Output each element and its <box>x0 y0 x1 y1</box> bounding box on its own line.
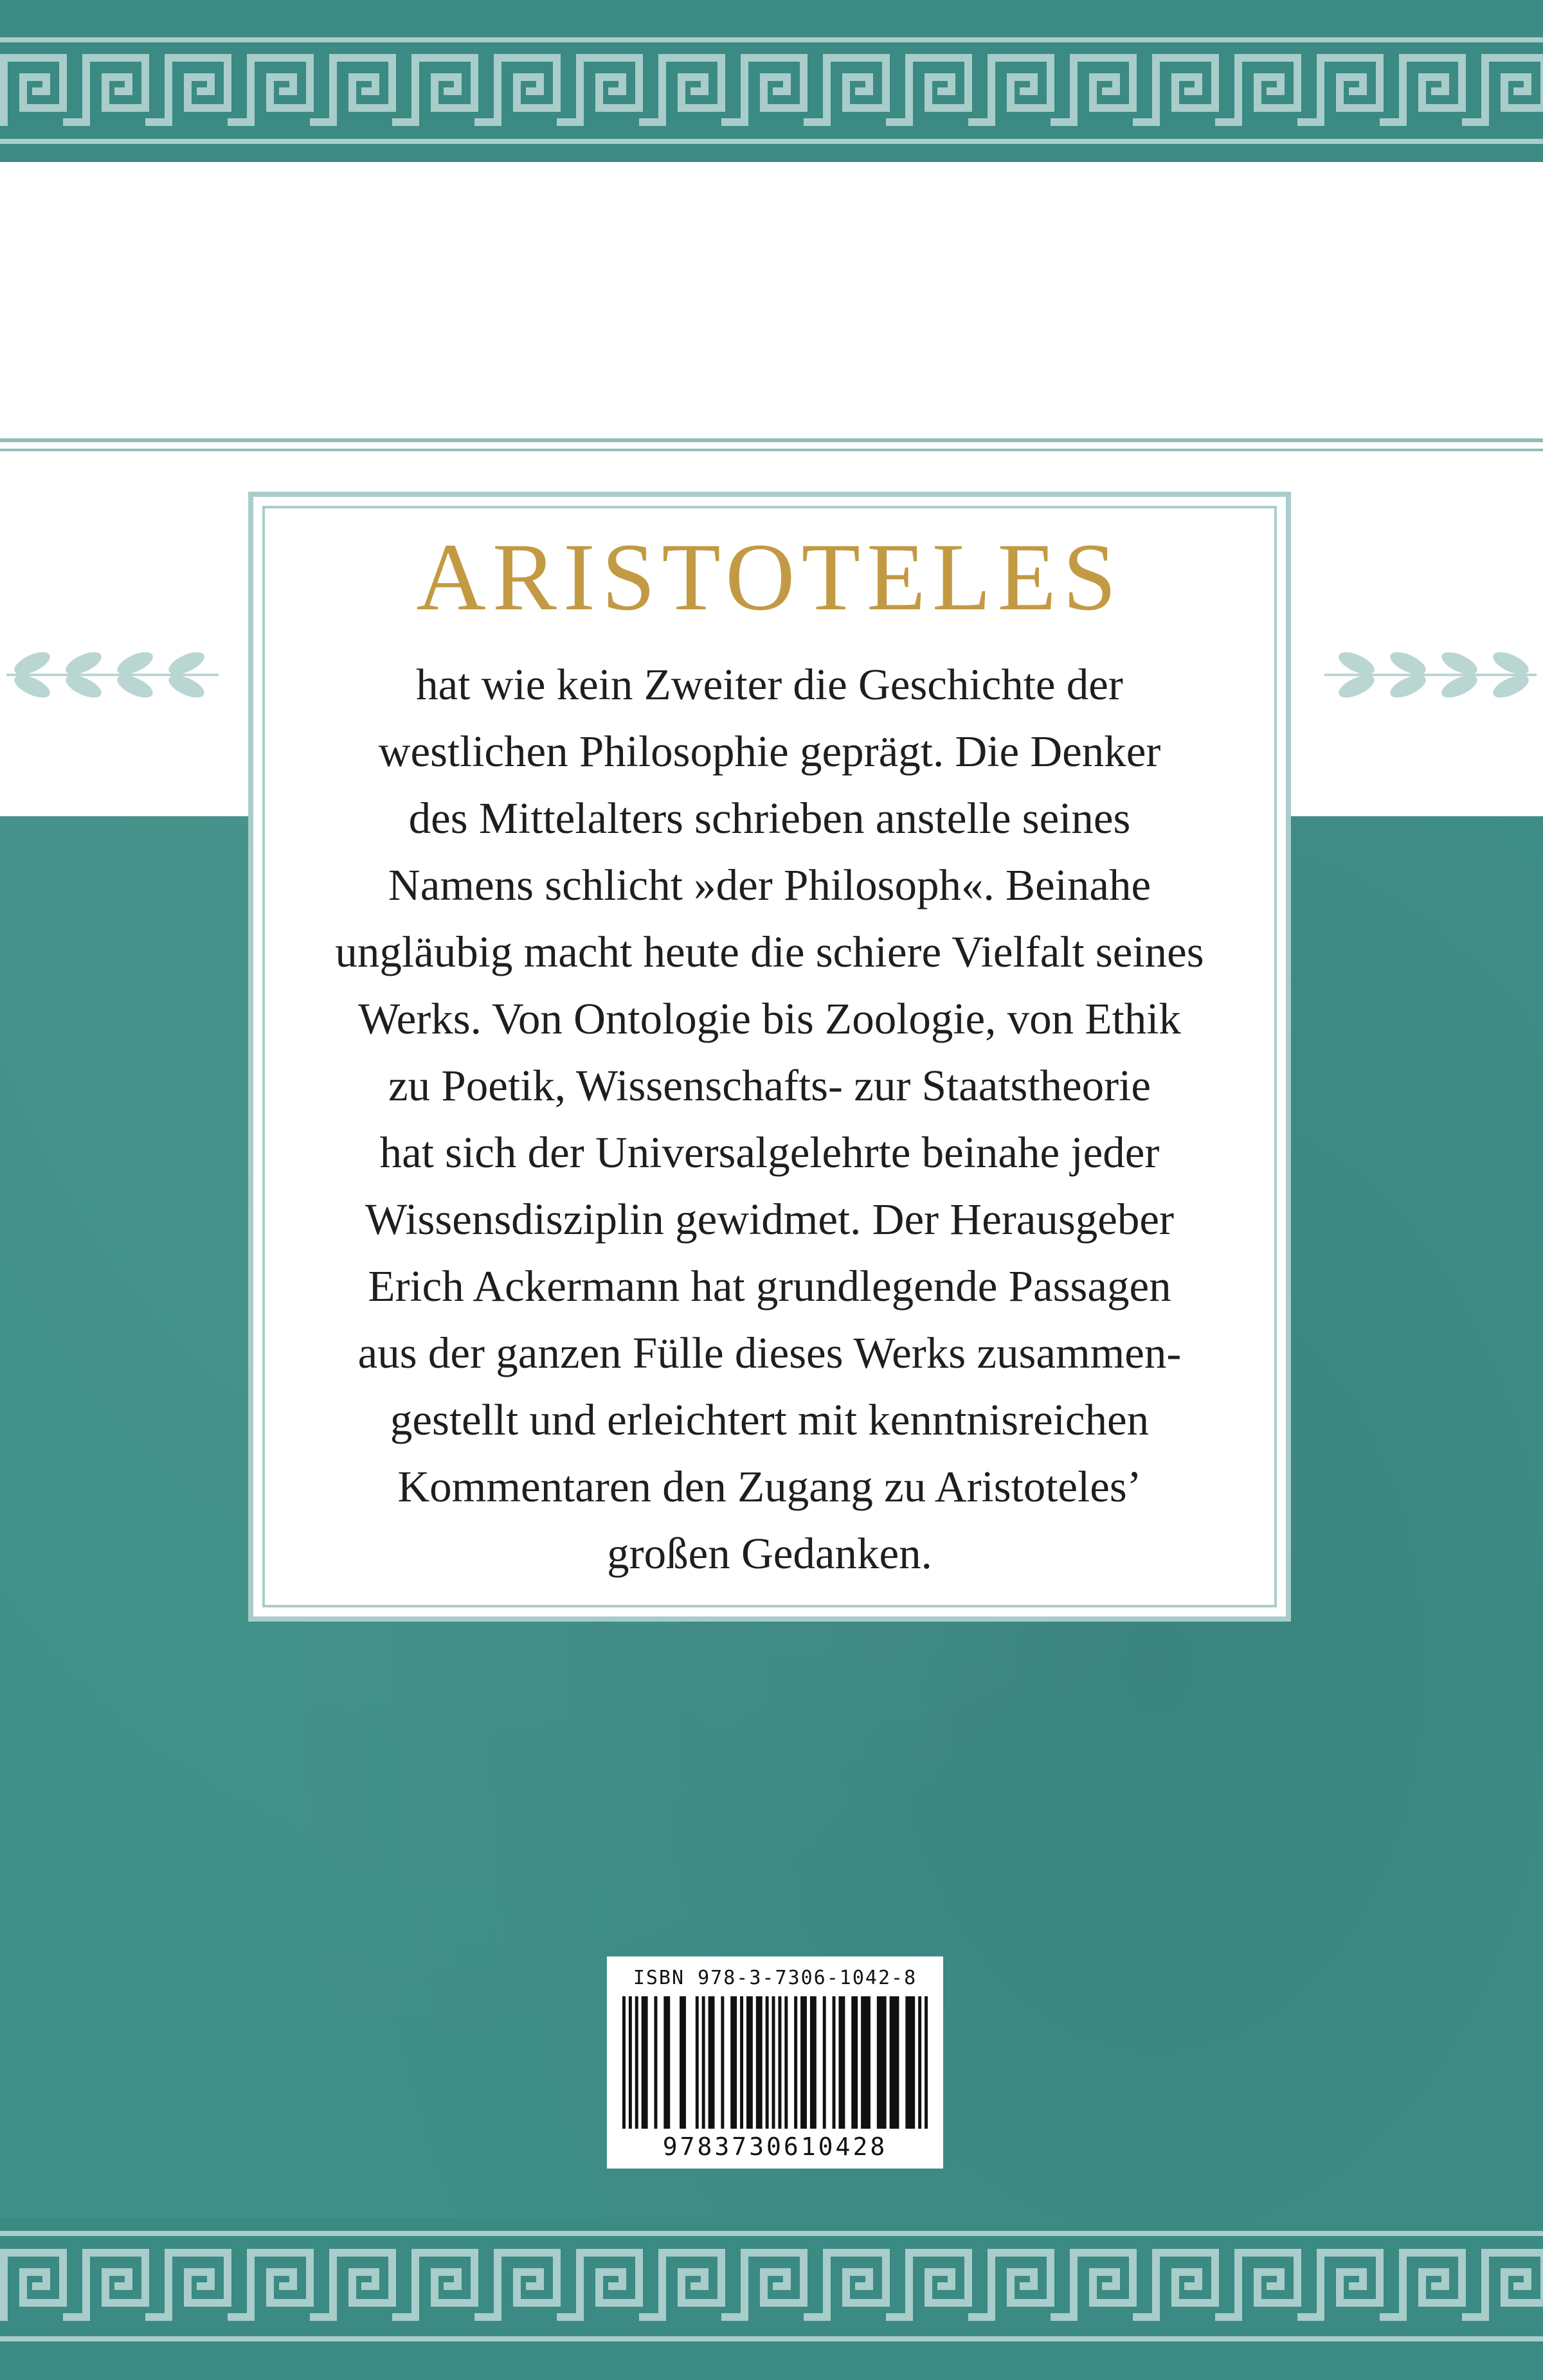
barcode-bar <box>851 1996 858 2129</box>
blurb-line: Werks. Von Ontologie bis Zoologie, von Ethik <box>358 994 1181 1043</box>
greek-key-border-top <box>0 46 1543 134</box>
top-meander-band <box>0 0 1543 162</box>
isbn-barcode <box>607 1956 943 2169</box>
barcode-bar <box>663 1996 670 2129</box>
barcode-bar <box>721 1996 724 2129</box>
barcode-bar <box>629 1996 632 2129</box>
blurb-panel <box>248 492 1291 1622</box>
barcode-bar <box>680 1996 686 2129</box>
barcode-bar <box>778 1996 781 2129</box>
bottom-meander-band <box>0 2218 1543 2380</box>
barcode-bar <box>877 1996 887 2129</box>
barcode-bar <box>766 1996 769 2129</box>
barcode-bar <box>794 1996 797 2129</box>
barcode-bar <box>654 1996 657 2129</box>
book-title: ARISTOTELES <box>416 524 1123 631</box>
barcode-bar <box>708 1996 715 2129</box>
barcode-bar <box>833 1996 836 2129</box>
barcode-bars <box>620 1996 930 2129</box>
blurb-line: des Mittelalters schrieben anstelle seines <box>408 794 1131 843</box>
barcode-bar <box>642 1996 648 2129</box>
barcode-bar <box>823 1996 826 2129</box>
blurb-line: gestellt und erleichtert mit kenntnisreichen <box>390 1395 1150 1444</box>
barcode-bar <box>800 1996 807 2129</box>
blurb-line: Namens schlicht »der Philosoph«. Beinahe <box>388 861 1151 909</box>
blurb-line: Kommentaren den Zugang zu Aristoteles’ <box>397 1462 1142 1511</box>
blurb-text <box>279 651 1260 1587</box>
laurel-branch-icon <box>1324 649 1537 701</box>
barcode-bar <box>905 1996 915 2129</box>
barcode-bar <box>772 1996 775 2129</box>
blurb-line: ungläubig macht heute die schiere Vielfalt seines <box>335 927 1204 976</box>
barcode-bar <box>702 1996 705 2129</box>
blurb-line: aus der ganzen Fülle dieses Werks zusammen- <box>357 1329 1182 1377</box>
barcode-bar <box>890 1996 899 2129</box>
barcode-bar <box>622 1996 626 2129</box>
blurb-line: hat wie kein Zweiter die Geschichte der <box>416 660 1123 709</box>
barcode-bar <box>730 1996 737 2129</box>
blurb-line: zu Poetik, Wissenschafts- zur Staatstheorie <box>388 1061 1151 1110</box>
blurb-line: Erich Ackermann hat grundlegende Passagen <box>368 1262 1171 1311</box>
barcode-bar <box>746 1996 753 2129</box>
barcode-bar <box>925 1996 928 2129</box>
blurb-line: Wissensdisziplin gewidmet. Der Herausgeber <box>365 1195 1175 1244</box>
barcode-bar <box>784 1996 788 2129</box>
barcode-bar <box>861 1996 871 2129</box>
laurel-branch-icon <box>6 649 219 701</box>
blurb-line: großen Gedanken. <box>607 1529 932 1578</box>
barcode-bar <box>696 1996 699 2129</box>
barcode-bar <box>918 1996 921 2129</box>
ean-digits: 9783730610428 <box>662 2133 888 2161</box>
isbn-label: ISBN 978-3-7306-1042-8 <box>633 1967 917 1989</box>
blurb-line: westlichen Philosophie geprägt. Die Denker <box>378 727 1161 776</box>
blurb-line: hat sich der Universalgelehrte beinahe jeder <box>379 1128 1160 1177</box>
greek-key-border-bottom <box>0 2241 1543 2329</box>
barcode-bar <box>635 1996 638 2129</box>
barcode-bar <box>838 1996 845 2129</box>
barcode-bar <box>810 1996 817 2129</box>
barcode-bar <box>756 1996 762 2129</box>
barcode-bar <box>740 1996 743 2129</box>
